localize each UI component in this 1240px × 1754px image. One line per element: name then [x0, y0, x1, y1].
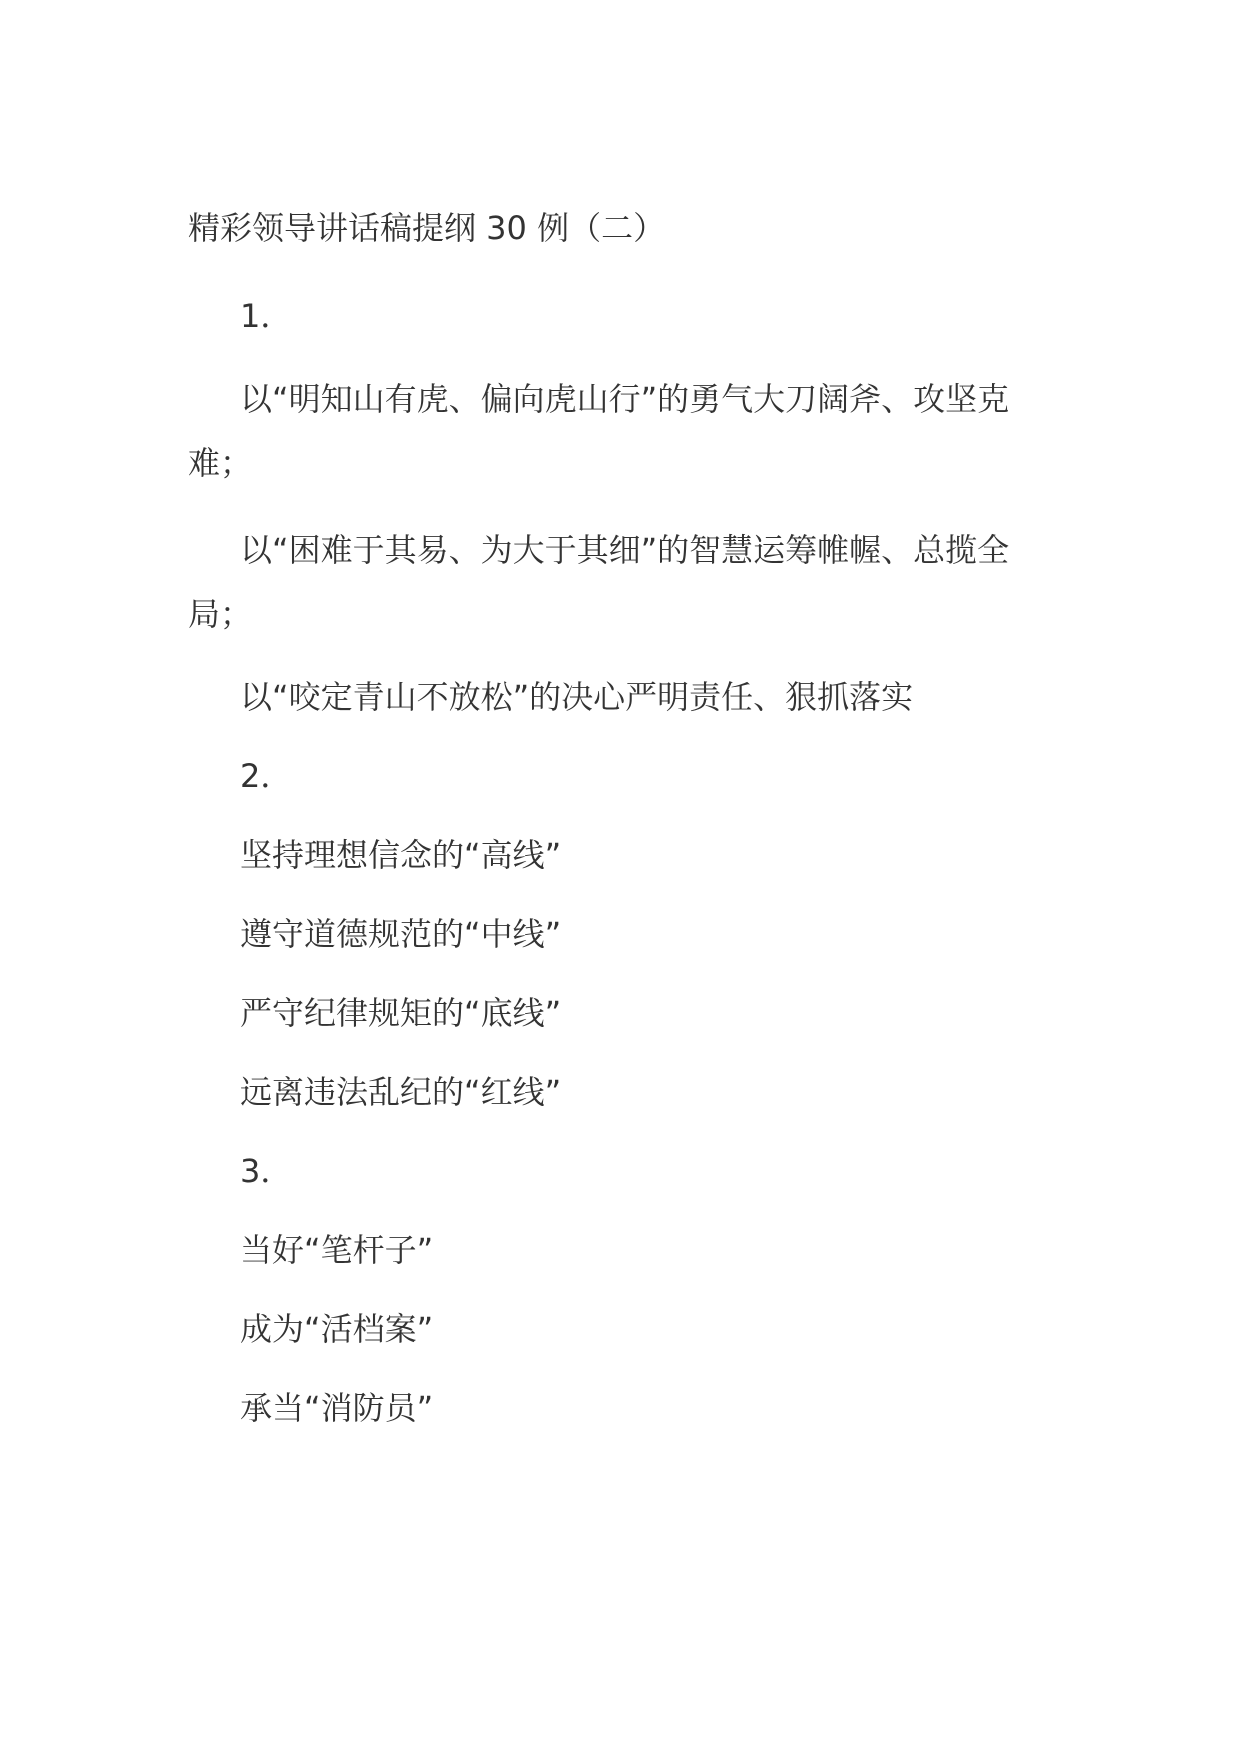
- section-number-3: 3．: [240, 1152, 293, 1190]
- paragraph-wisdom: 以“困难于其易、为大于其细”的智慧运筹帷幄、总揽全局；: [188, 531, 1010, 633]
- paragraph-resolve: 以“咬定青山不放松”的决心严明责任、狠抓落实: [240, 678, 914, 716]
- document-title: 精彩领导讲话稿提纲 30 例（二）: [188, 209, 666, 247]
- section-number-1: 1．: [240, 297, 293, 335]
- line-middle: 遵守道德规范的“中线”: [240, 915, 562, 953]
- line-high: 坚持理想信念的“高线”: [240, 836, 562, 874]
- line-bottom: 严守纪律规矩的“底线”: [240, 994, 562, 1032]
- document-body: [188, 200, 1054, 1459]
- role-firefighter: 承当“消防员”: [240, 1389, 434, 1427]
- role-archive: 成为“活档案”: [240, 1310, 434, 1348]
- line-red: 远离违法乱纪的“红线”: [240, 1073, 562, 1111]
- paragraph-courage: 以“明知山有虎、偏向虎山行”的勇气大刀阔斧、攻坚克难；: [188, 380, 1010, 482]
- role-writer: 当好“笔杆子”: [240, 1231, 434, 1269]
- section-number-2: 2．: [240, 757, 293, 795]
